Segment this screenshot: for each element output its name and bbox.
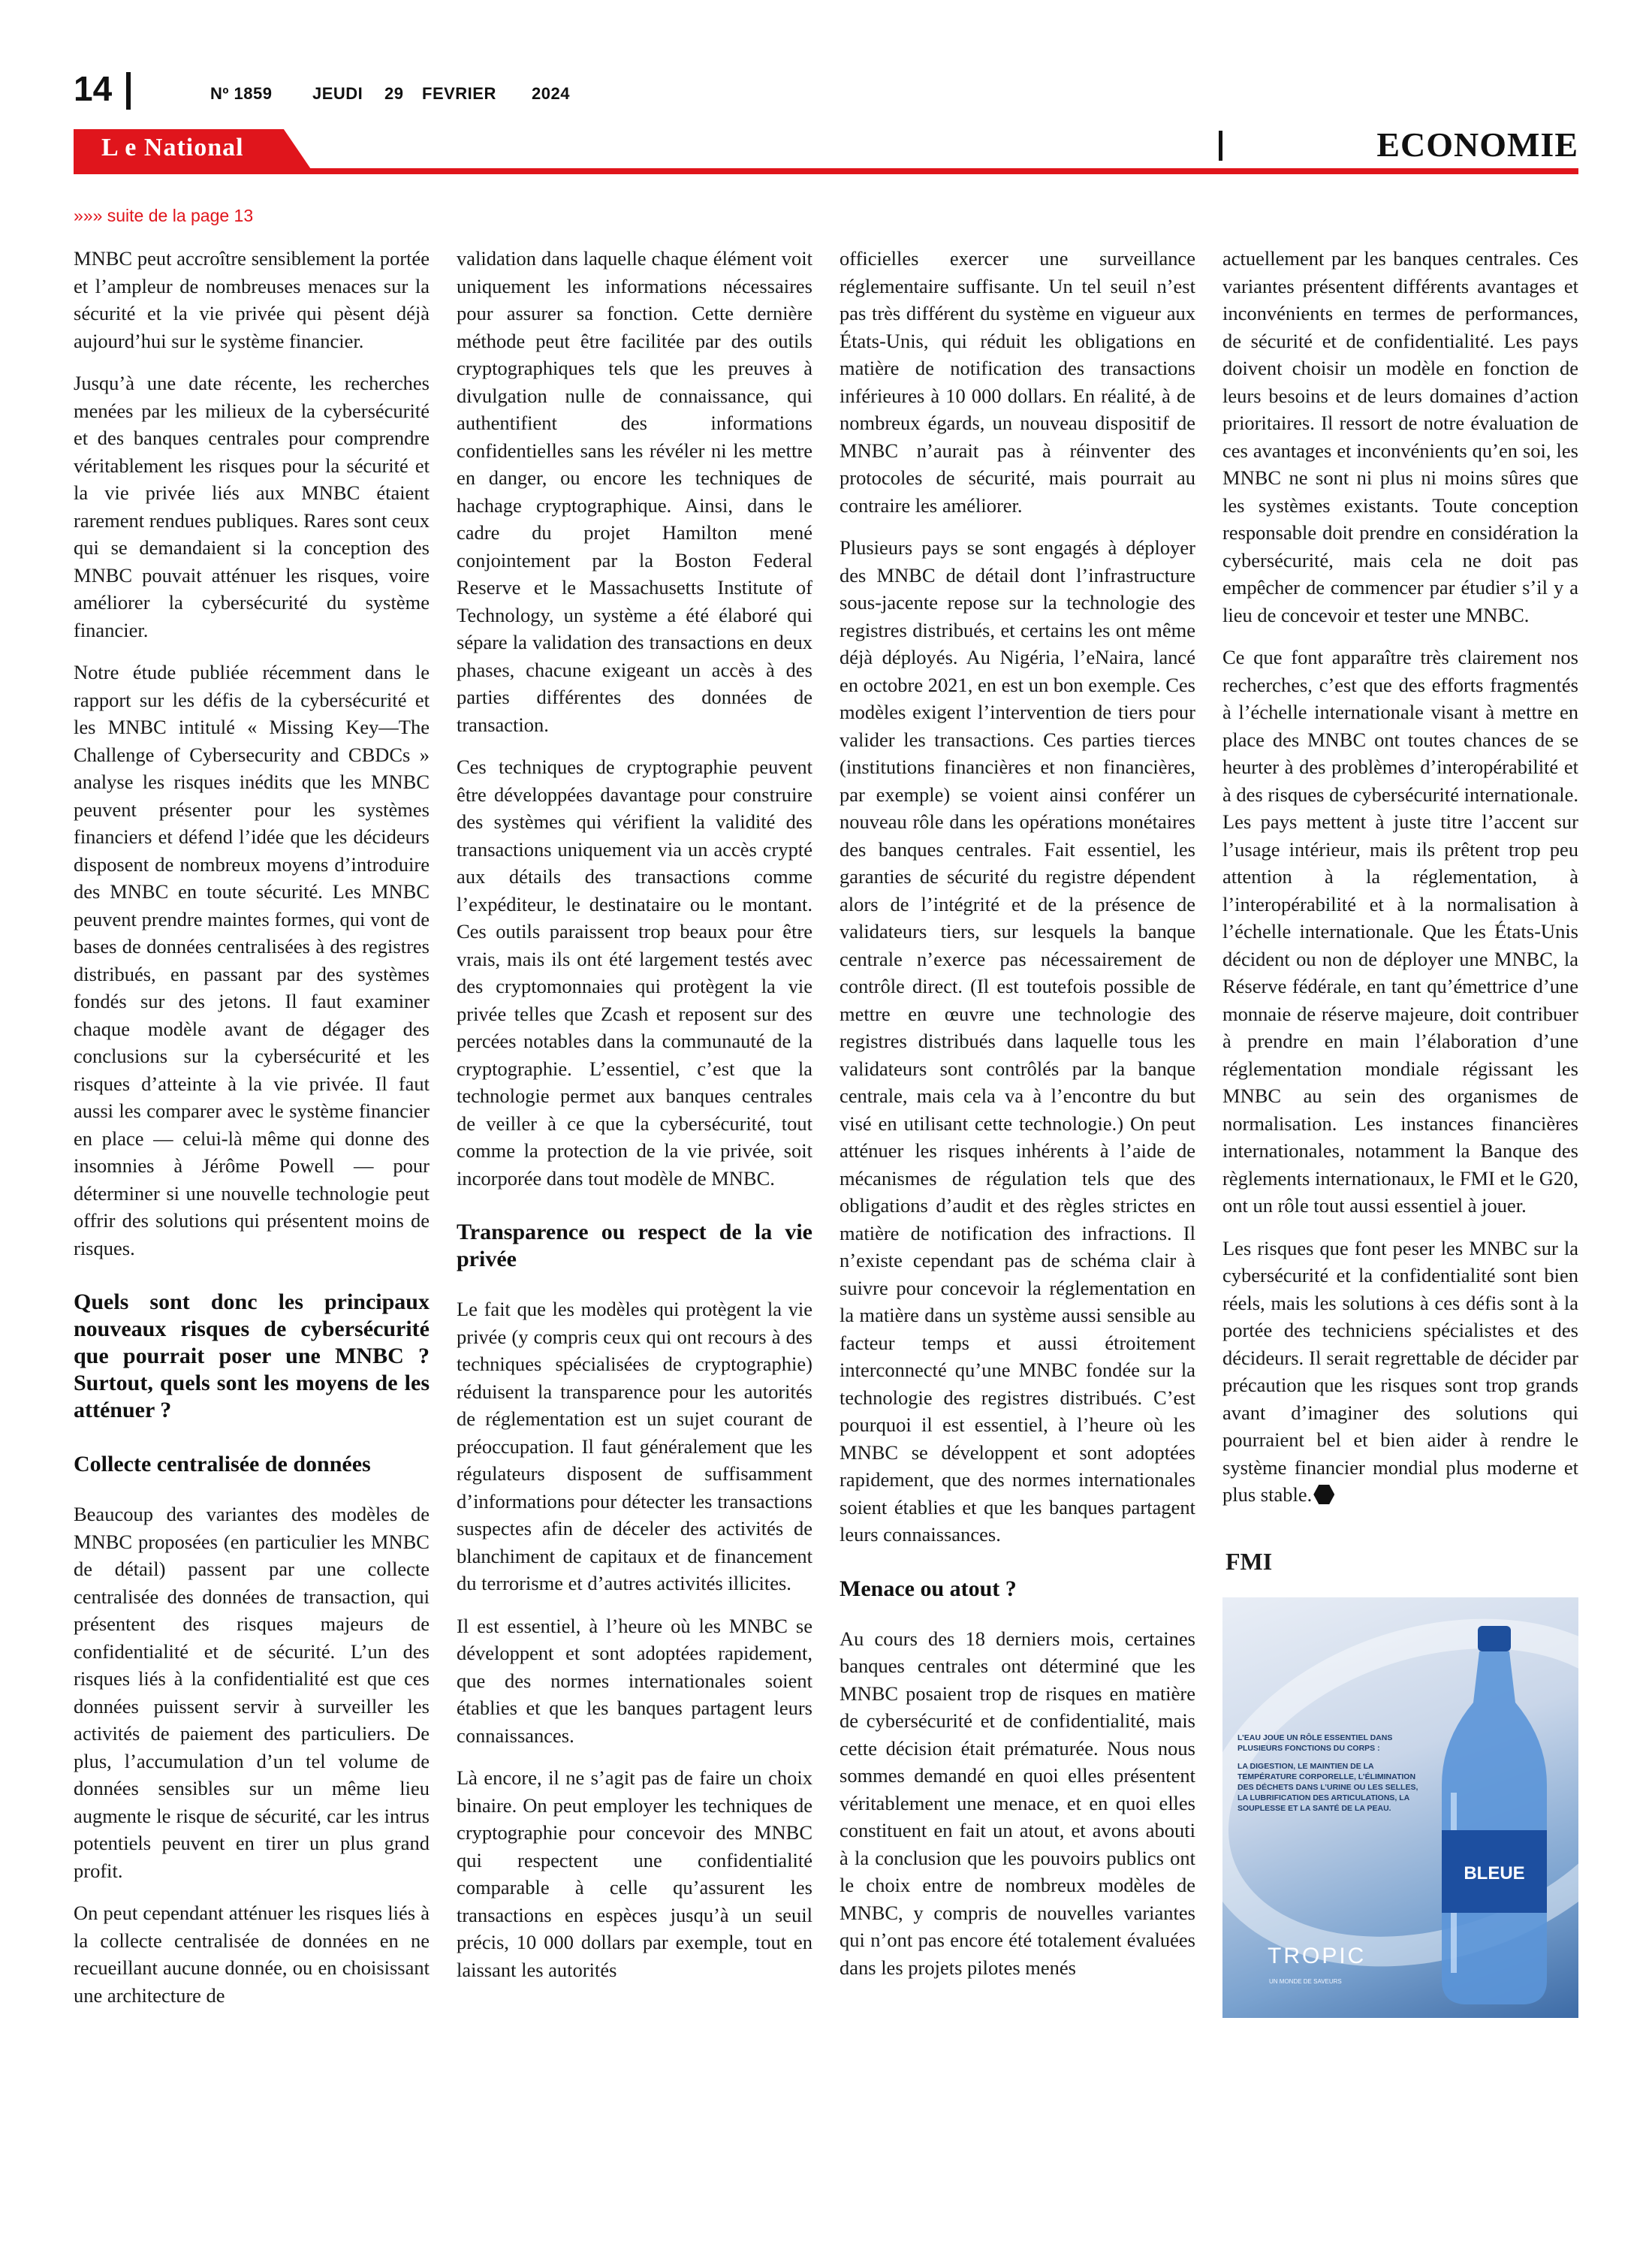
ad-brand-tagline: UN MONDE DE SAVEURS (1269, 1978, 1342, 1985)
issue-number: Nº 1859 (210, 84, 273, 103)
paragraph: Plusieurs pays se sont engagés à déployer des MNBC de détail dont l’infrastructure sous-jacente repose sur la technologie des registres distribués, et certains les ont même déjà déployés. Au Nigéria, l’eNaira, lancé en octobre 2021, en est un bon exemple. Ces modèles exigent l’intervention de tiers pour valider les transactions. Ces parties tierces (institutions financières et non financières, par exemple) se voient ainsi conférer un nouveau rôle dans les opérations monétaires des banques centrales. Fait essentiel, les garanties de sécurité du registre dépendent alors de l’intégrité et de la présence de validateurs tiers, sur lesquels la banque centrale n’exerce pas nécessairement de contrôle direct. (Il est toutefois possible de mettre en œuvre une technologie des registres distribués dans laquelle tous les validateurs sont contrôlés par la banque centrale, mais cela va à l’encontre du but visé en utilisant cette technologie.) On peut atténuer les risques inhérents à l’aide de mécanismes de régulation tels que des obligations d’audit et des règles strictes en matière de notification des infractions. Il n’existe cependant pas de schéma clair à suivre pour concevoir la réglementation en la matière dans un système aussi sensible au facteur temps et aussi étroitement interconnecté qu’une MNBC fondée sur la technologie des registres distribués. C’est pourquoi il est essentiel, à l’heure où les MNBC se développent et sont adoptées rapidement, que des normes internationales soient établies et que les banques partagent leurs connaissances. (840, 536, 1195, 1546)
bottle-label: BLEUE (1464, 1863, 1525, 1884)
section-divider (1219, 131, 1222, 161)
paragraph: On peut cependant atténuer les risques liés à la collecte centralisée de données en ne recueillant aucune donnée, ou en choisissant une architecture de (74, 1902, 430, 2007)
page-number: 14 (74, 69, 113, 108)
ad-headline: L’EAU JOUE UN RÔLE ESSENTIEL DANS PLUSIEURS FONCTIONS DU CORPS : (1237, 1733, 1393, 1753)
end-of-article-icon (1313, 1485, 1334, 1504)
article-column-2 (457, 245, 812, 1998)
article-column-3 (840, 245, 1195, 1996)
masthead-logo: L e National (101, 134, 244, 161)
paragraph: Beaucoup des variantes des modèles de MNBC proposées (en particulier les MNBC de détail) passent par une collecte centralisée des données de transaction, qui présentent des risques majeurs de confidentialité et de sécurité. L’un des risques liés à la confidentialité est que ces données puissent servir à surveiller les activités de paiement des particuliers. De plus, l’accumulation d’un tel volume de données sensibles sur un même lieu augmente le risque de sécurité, car les intrus potentiels peuvent en tirer un plus grand profit. (74, 1503, 430, 1882)
issue-day: JEUDI (312, 84, 363, 103)
paragraph (1222, 1235, 1578, 1509)
paragraph: officielles exercer une surveillance réglementaire suffisante. Un tel seuil n’est pas très différent du système en vigueur aux États-Unis, qui réduit les obligations en matière de notification des transactions inférieures à 10 000 dollars. En réalité, à de nombreux égards, un nouveau dispositif de MNBC n’aurait pas à réinventer des protocoles de sécurité, mais pourrait au contraire les améliorer. (840, 247, 1195, 517)
paragraph: Ce que font apparaître très clairement nos recherches, c’est que des efforts fragmentés à l’échelle internationale visant à mettre en place des MNBC ont toutes chances de se heurter à des problèmes d’interopérabilité et à des risques de cybersécurité internationale. Les pays mettent à juste titre l’accent sur l’usage intérieur, mais ils prêtent trop peu attention à la réglementation, à l’interopérabilité et à la normalisation à l’échelle internationale. Que les États-Unis décident ou non de déployer une MNBC, la Réserve fédérale, en tant qu’émettrice d’une monnaie de réserve majeure, doit contribuer à prendre en main l’élaboration d’une réglementation mondiale régissant les MNBC au sein des organismes de normalisation. Les instances financières internationales, notamment la Banque des règlements internationaux, le FMI et le G20, ont un rôle tout aussi essentiel à jouer. (1222, 646, 1578, 1217)
paragraph: Notre étude publiée récemment dans le rapport sur les défis de la cybersécurité et les MNBC intitulé « Missing Key—The Challenge of Cybersecurity and CBDCs » analyse les risques inédits que les MNBC peuvent présenter pour les systèmes financiers et défend l’idée que les décideurs disposent de nombreux moyens d’introduire des MNBC en toute sécurité. Les MNBC peuvent prendre maintes formes, qui vont de bases de données centralisées à des registres distribués, en passant par des systèmes fondés sur des jetons. Il faut examiner chaque modèle avant de dégager des conclusions sur la cybersécurité et les risques d’atteinte à la vie privée. Il faut aussi les comparer avec le système financier en place — celui-là même qui donne des insomnies à Jérôme Powell — pour déterminer si une nouvelle technologie peut offrir des solutions qui présentent moins de risques. (74, 661, 430, 1259)
page-number-divider (126, 72, 131, 110)
paragraph: Au cours des 18 derniers mois, certaines banques centrales ont déterminé que les MNBC posaient trop de risques en matière de cybersécurité et de confidentialité, mais cette décision était prématurée. Nous nous sommes demandé en quoi elles présentent véritablement une menace, et en quoi elles constituent en fait un atout, et avons abouti à la conclusion que les pouvoirs publics ont le choix entre de nombreux modèles de MNBC, y compris de nouvelles variantes qui n’ont pas encore été totalement évaluées dans les projets pilotes menés (840, 1627, 1195, 1979)
ad-body: LA DIGESTION, LE MAINTIEN DE LA TEMPÉRATURE CORPORELLE, L’ÉLIMINATION DES DÉCHETS DANS L’URINE OU LES SELLES, LA LUBRIFICATION DES ARTICULATIONS, LA SOUPLESSE ET LA SANTÉ DE LA PEAU. (1237, 1762, 1418, 1813)
closing-paragraph-text: Les risques que font peser les MNBC sur la cybersécurité et la confidentialité sont bien réels, mais les solutions à ces défis sont à la portée des techniciens spécialistes et des décideurs. Il serait regrettable de décider par précaution que les risques sont trop grands avant d’imaginer des solutions qui pourraient bel et bien aider à rendre le système financier mondial plus moderne et plus stable. (1222, 1236, 1578, 1506)
paragraph: Il est essentiel, à l’heure où les MNBC se développent et sont adoptées rapidement, que des normes internationales soient établies et que les banques partagent leurs connaissances. (457, 1614, 812, 1747)
ad-copy (1237, 1733, 1425, 1814)
article-column-4 (1222, 245, 1578, 2018)
issue-month: FEVRIER (422, 84, 496, 103)
article-column-1 (74, 245, 430, 2024)
header-rule (74, 168, 1578, 174)
subheading: Transparence ou respect de la vie privée (457, 1220, 812, 1271)
section-title: ECONOMIE (1376, 125, 1578, 164)
water-bottle-image (1419, 1620, 1569, 2010)
ad-brand-logo: TROPIC (1268, 1944, 1367, 1968)
paragraph: Là encore, il ne s’agit pas de faire un choix binaire. On peut employer les techniques de cryptographie pour concevoir des MNBC qui respectent une confidentialité comparable à celle qu’assurent les transactions en espèces jusqu’à un seuil précis, 10 000 dollars par exemple, tout en laissant les autorités (457, 1766, 812, 1981)
paragraph: validation dans laquelle chaque élément voit uniquement les informations nécessaires pour assurer sa fonction. Cette dernière méthode peut être facilitée par des outils cryptographiques tels que les preuves à divulgation nulle de connaissance, qui authentifient des informations confidentielles sans les révéler ni les mettre en danger, ou encore les techniques de hachage cryptographique. Ainsi, dans le cadre du projet Hamilton mené conjointement par la Boston Federal Reserve et le Massachusetts Institute of Technology, un système a été élaboré qui sépare la validation des transactions en deux phases, chacune exigeant un accès à des parties différentes des données de transaction. (457, 247, 812, 736)
paragraph: MNBC peut accroître sensiblement la portée et l’ampleur de nombreuses menaces sur la sécurité et la vie privée qui pèsent déjà aujourd’hui sur le système financier. (74, 247, 430, 352)
paragraph: Ces techniques de cryptographie peuvent être développées davantage pour construire des systèmes qui vérifient la validité des transactions uniquement via un accès crypté aux détails des transactions comme l’expéditeur, le destinataire ou le montant. Ces outils paraissent trop beaux pour être vrais, mais ils ont été largement testés avec des cryptomonnaies qui protègent la vie privée telles que Zcash et reposent sur des percées notables dans la communauté de la cryptographie. L’essentiel, c’est que la technologie permet aux banques centrales de veiller à ce que la cybersécurité, tout comme la protection de la vie privée, soit incorporée dans tout modèle de MNBC. (457, 756, 812, 1190)
subheading: Quels sont donc les principaux nouveaux risques de cybersécurité que pourrait poser une MNBC ? Surtout, quels sont les moyens de les atténuer ? (74, 1289, 430, 1422)
subheading: Collecte centralisée de données (74, 1452, 371, 1476)
continued-from-note: »»» suite de la page 13 (74, 206, 254, 225)
article-source: FMI (1225, 1547, 1273, 1575)
paragraph: actuellement par les banques centrales. Ces variantes présentent différents avantages et inconvénients en termes de performances, de sécurité et de confidentialité. Les pays doivent choisir un modèle en fonction de leurs besoins et de leurs domaines d’action prioritaires. Il ressort de notre évaluation de ces avantages et inconvénients qu’en soi, les MNBC ne sont ni plus ni moins sûres que les systèmes existants. Toute conception responsable doit prendre en considération la cybersécurité, mais cela ne doit pas empêcher de commencer par étudier s’il y a lieu de concevoir et tester une MNBC. (1222, 247, 1578, 626)
advertisement[interactable] (1222, 1597, 1578, 2018)
subheading: Menace ou atout ? (840, 1576, 1017, 1601)
paragraph: Le fait que les modèles qui protègent la vie privée (y compris ceux qui ont recours à des techniques spécialisées de cryptographie) réduisent la transparence pour les autorités de réglementation est un sujet courant de préoccupation. Il faut généralement que les régulateurs disposent de suffisamment d’informations pour détecter les transactions suspectes afin de déceler des activités de blanchiment de capitaux et de financement du terrorisme et d’autres activités illicites. (457, 1298, 812, 1594)
issue-date-number: 29 (384, 84, 404, 103)
paragraph: Jusqu’à une date récente, les recherches menées par les milieux de la cybersécurité et des banques centrales pour comprendre véritablement les risques pour la sécurité et la vie privée liés aux MNBC étaient rarement rendues publiques. Rares sont ceux qui se demandaient si la conception des MNBC pouvait atténuer les risques, voire améliorer la cybersécurité du système financier. (74, 372, 430, 641)
issue-year: 2024 (532, 84, 570, 103)
